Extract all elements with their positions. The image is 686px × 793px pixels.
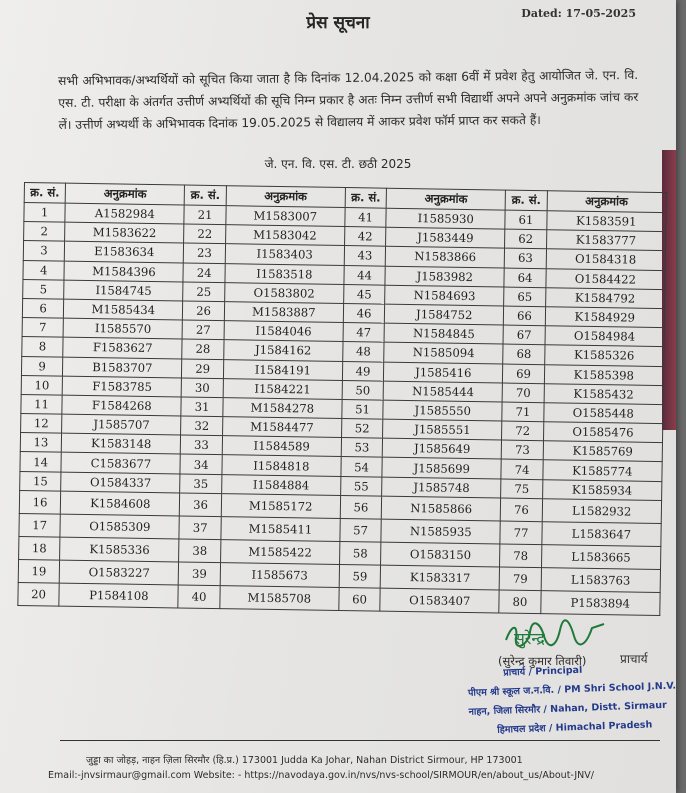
serial-cell: 73: [502, 440, 543, 460]
serial-cell: 80: [499, 590, 541, 614]
serial-cell: 35: [180, 474, 221, 494]
roll-number-cell: I1584818: [222, 455, 342, 476]
roll-number-cell: K1584792: [545, 287, 665, 308]
serial-cell: 54: [341, 457, 382, 477]
roll-number-cell: L1583763: [541, 567, 661, 592]
roll-number-cell: K1585398: [544, 364, 664, 385]
serial-cell: 40: [178, 585, 220, 609]
serial-cell: 67: [503, 325, 544, 345]
roll-number-cell: O1584318: [546, 249, 666, 270]
roll-number-cell: K1583591: [546, 211, 666, 232]
roll-number-cell: I1584745: [64, 280, 184, 301]
roll-number-cell: O1584422: [546, 268, 666, 289]
serial-cell: 68: [503, 344, 544, 364]
serial-cell: 28: [182, 339, 223, 359]
serial-cell: 72: [502, 421, 543, 441]
serial-cell: 46: [343, 303, 384, 323]
roll-number-cell: J1583982: [385, 266, 505, 287]
serial-cell: 52: [341, 419, 382, 439]
serial-cell: 74: [501, 459, 542, 479]
serial-cell: 22: [184, 224, 225, 244]
roll-number-cell: M1584396: [64, 261, 184, 282]
signatory-name: (सुरेन्द्र कुमार तिवारी): [498, 654, 587, 668]
serial-cell: 51: [342, 399, 383, 419]
stamp-line: हिमाचल प्रदेश / Himachal Pradesh: [497, 719, 653, 736]
serial-cell: 4: [23, 260, 64, 280]
roll-number-cell: N1585866: [381, 496, 501, 521]
roll-number-cell: M1583042: [225, 225, 345, 246]
header-roll: अनुक्रमांक: [65, 183, 185, 205]
serial-cell: 19: [18, 559, 60, 583]
roll-number-cell: O1585309: [60, 514, 180, 539]
roll-number-cell: J1585550: [383, 400, 503, 421]
roll-number-cell: F1584268: [62, 395, 182, 416]
roll-number-cell: K1585934: [542, 479, 662, 500]
roll-number-cell: N1584845: [384, 323, 504, 344]
roll-number-cell: L1582932: [542, 498, 662, 523]
roll-number-cell: J1585416: [384, 362, 504, 383]
roll-number-cell: O1583150: [381, 542, 501, 567]
roll-number-cell: I1583518: [225, 263, 345, 284]
serial-cell: 3: [23, 241, 64, 261]
roll-number-cell: K1585326: [544, 345, 664, 366]
roll-number-cell: I1585570: [63, 318, 183, 339]
header-roll: अनुक्रमांक: [547, 191, 667, 213]
result-table: [17, 182, 667, 616]
serial-cell: 61: [505, 210, 546, 230]
list-subtitle: जे. एन. वि. एस. टी. छठी 2025: [264, 157, 412, 171]
serial-cell: 50: [342, 380, 383, 400]
roll-number-cell: K1583777: [546, 230, 666, 251]
roll-number-cell: O1585448: [543, 403, 663, 424]
roll-number-cell: B1583707: [63, 357, 183, 378]
roll-number-cell: F1583627: [63, 337, 183, 358]
serial-cell: 34: [180, 454, 221, 474]
roll-number-cell: K1585769: [543, 441, 663, 462]
roll-number-cell: F1583785: [62, 376, 182, 397]
serial-cell: 26: [183, 301, 224, 321]
serial-cell: 53: [341, 438, 382, 458]
signature-text: सुरेन्द्र: [514, 629, 545, 648]
serial-cell: 78: [500, 544, 542, 568]
serial-cell: 6: [22, 298, 63, 318]
roll-number-cell: J1585551: [383, 419, 503, 440]
roll-number-cell: J1585748: [382, 477, 502, 498]
serial-cell: 23: [184, 243, 225, 263]
serial-cell: 65: [504, 287, 545, 307]
roll-number-cell: L1583665: [541, 544, 661, 569]
table-body: [18, 203, 666, 616]
roll-number-cell: L1583647: [541, 521, 661, 546]
stamp-line: नाहन, जिला सिरमौर / Nahan, Distt. Sirmaur: [468, 699, 667, 718]
signature-scribble: [500, 618, 610, 652]
notice-date: Dated: 17-05-2025: [521, 7, 636, 20]
serial-cell: 15: [20, 471, 61, 491]
serial-cell: 55: [341, 476, 382, 496]
serial-cell: 18: [19, 536, 61, 560]
roll-number-cell: J1584752: [384, 304, 504, 325]
serial-cell: 37: [179, 516, 221, 540]
header-roll: अनुक्रमांक: [226, 186, 346, 208]
serial-cell: 27: [183, 320, 224, 340]
roll-number-cell: J1585649: [382, 438, 502, 459]
roll-number-cell: K1585432: [544, 383, 664, 404]
roll-number-cell: J1585699: [382, 458, 502, 479]
roll-number-cell: I1584221: [223, 378, 343, 399]
roll-number-cell: C1583677: [61, 453, 181, 474]
roll-number-cell: M1585172: [221, 493, 341, 518]
serial-cell: 12: [21, 414, 62, 434]
roll-number-cell: O1585476: [543, 422, 663, 443]
serial-cell: 77: [500, 521, 542, 545]
serial-cell: 10: [21, 375, 62, 395]
serial-cell: 39: [179, 562, 221, 586]
serial-cell: 7: [22, 318, 63, 338]
roll-number-cell: E1583634: [64, 242, 184, 263]
serial-cell: 60: [339, 587, 381, 611]
roll-number-cell: K1585336: [60, 537, 180, 562]
roll-number-cell: M1583887: [224, 302, 344, 323]
serial-cell: 48: [343, 342, 384, 362]
serial-cell: 59: [339, 564, 381, 588]
serial-cell: 64: [504, 268, 545, 288]
roll-number-cell: O1583227: [59, 560, 179, 585]
roll-number-cell: M1585411: [221, 516, 341, 541]
roll-number-cell: O1584984: [545, 326, 665, 347]
roll-number-cell: M1584278: [222, 398, 342, 419]
roll-number-cell: M1585708: [219, 585, 339, 610]
roll-number-cell: O1584337: [61, 472, 181, 493]
roll-number-cell: P1583894: [540, 590, 660, 615]
header-serial: क्र. सं.: [24, 183, 65, 204]
serial-cell: 41: [345, 208, 386, 228]
stamp-line: प्राचार्य / Principal: [503, 664, 583, 679]
serial-cell: 16: [19, 490, 61, 514]
serial-cell: 20: [18, 582, 60, 606]
serial-cell: 21: [184, 205, 225, 225]
serial-cell: 66: [504, 306, 545, 326]
serial-cell: 71: [502, 402, 543, 422]
roll-number-cell: N1585094: [384, 342, 504, 363]
serial-cell: 29: [182, 359, 223, 379]
stamp-line: पीएम श्री स्कूल ज.न.वि. / PM Shri School J.N.V.: [467, 680, 676, 699]
serial-cell: 30: [182, 378, 223, 398]
serial-cell: 43: [344, 246, 385, 266]
serial-cell: 14: [20, 452, 61, 472]
serial-cell: 47: [343, 323, 384, 343]
roll-number-cell: P1584108: [59, 583, 179, 608]
serial-cell: 76: [501, 498, 543, 522]
roll-number-cell: A1582984: [65, 203, 185, 224]
serial-cell: 58: [340, 541, 382, 565]
serial-cell: 42: [345, 227, 386, 247]
serial-cell: 9: [21, 356, 62, 376]
roll-number-cell: I1583403: [225, 244, 345, 265]
roll-number-cell: M1585422: [220, 539, 340, 564]
footer-divider: [60, 740, 660, 741]
serial-cell: 2: [24, 222, 65, 242]
roll-number-cell: O1583407: [380, 588, 500, 613]
roll-number-cell: M1584477: [222, 417, 342, 438]
header-serial: क्र. सं.: [506, 190, 547, 211]
header-roll: अनुक्रमांक: [386, 188, 506, 210]
roll-number-cell: I1584046: [224, 321, 344, 342]
serial-cell: 56: [340, 495, 382, 519]
notice-title: प्रेस सूचना: [306, 13, 370, 33]
serial-cell: 17: [19, 513, 61, 537]
serial-cell: 38: [179, 539, 221, 563]
serial-cell: 62: [505, 229, 546, 249]
roll-number-cell: K1583148: [61, 433, 181, 454]
header-serial: क्र. सं.: [185, 185, 226, 206]
official-stamp: [467, 658, 676, 740]
serial-cell: 69: [503, 364, 544, 384]
serial-cell: 5: [23, 279, 64, 299]
roll-number-cell: N1585444: [383, 381, 503, 402]
serial-cell: 79: [500, 567, 542, 591]
roll-number-cell: M1585434: [64, 299, 184, 320]
serial-cell: 57: [340, 518, 382, 542]
serial-cell: 49: [342, 361, 383, 381]
serial-cell: 8: [22, 337, 63, 357]
serial-cell: 75: [501, 479, 542, 499]
serial-cell: 25: [183, 282, 224, 302]
serial-cell: 32: [181, 416, 222, 436]
roll-number-cell: I1584589: [222, 436, 342, 457]
roll-number-cell: N1585935: [381, 519, 501, 544]
serial-cell: 44: [344, 265, 385, 285]
footer-address: जुड्डा का जोहड़, नाहन ज़िला सिरमौर (हि.प्र.) 173001 Judda Ka Johar, Nahan District Sirmour, HP 173001: [86, 755, 523, 766]
footer-contact: Email:-jnvsirmaur@gmail.com Website: - https://navodaya.gov.in/nvs/nvs-school/SIRMOUR/en/about_us/About-JNV/: [48, 770, 594, 781]
roll-number-cell: I1585673: [220, 562, 340, 587]
signatory-title: प्राचार्य: [620, 652, 648, 666]
roll-number-cell: K1585774: [543, 460, 663, 481]
roll-number-cell: J1585707: [62, 414, 182, 435]
roll-number-cell: N1583866: [385, 247, 505, 268]
serial-cell: 1: [24, 203, 65, 223]
roll-number-cell: K1584929: [545, 307, 665, 328]
serial-cell: 36: [180, 493, 222, 517]
roll-number-cell: I1584884: [221, 474, 341, 495]
notice-paragraph: सभी अभिभावक/अभ्यर्थियों को सूचित किया जाता है कि दिनांक 12.04.2025 को कक्षा 6वीं में प्रवेश हेतु आयोजित जे. एन. वि. एस. टी. परीक्षा के अंतर्गत उत्तीर्ण अभ्यर्थियों की सूचि निम्न प्रकार है अतः निम्न उत्तीर्ण सभी विद्यार्थी अपने अपने अनुक्रमांक जांच कर लें। उत्तीर्ण अभ्यर्थी के अभिभावक दिनांक 19.05.2025 से विद्यालय में आकर प्रवेश फॉर्म प्राप्त कर सकते हैं।: [58, 67, 639, 132]
serial-cell: 11: [21, 394, 62, 414]
serial-cell: 33: [181, 435, 222, 455]
roll-number-cell: O1583802: [224, 282, 344, 303]
serial-cell: 45: [344, 284, 385, 304]
roll-number-cell: J1583449: [386, 227, 506, 248]
roll-number-cell: K1583317: [380, 565, 500, 590]
roll-number-cell: J1584162: [223, 340, 343, 361]
roll-number-cell: M1583007: [226, 206, 346, 227]
serial-cell: 31: [181, 397, 222, 417]
header-serial: क्र. सं.: [345, 188, 386, 209]
roll-number-cell: M1583622: [65, 222, 185, 243]
roll-number-cell: N1584693: [385, 285, 505, 306]
roll-number-cell: I1585930: [386, 208, 506, 229]
serial-cell: 63: [505, 248, 546, 268]
serial-cell: 70: [503, 383, 544, 403]
roll-number-cell: I1584191: [223, 359, 343, 380]
serial-cell: 13: [20, 433, 61, 453]
roll-number-cell: K1584608: [60, 491, 180, 516]
serial-cell: 24: [183, 263, 224, 283]
